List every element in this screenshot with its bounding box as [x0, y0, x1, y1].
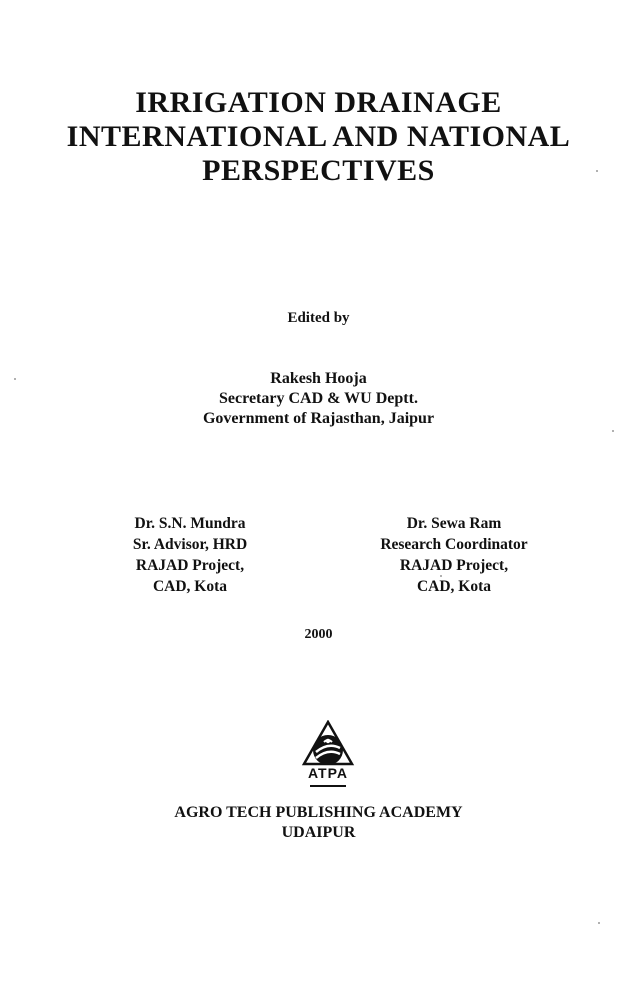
co-editor-location: CAD, Kota [152, 578, 228, 595]
publisher-name: AGRO TECH PUBLISHING ACADEMY [174, 804, 463, 821]
co-editor-project: RAJAD Project, [399, 557, 509, 574]
publisher-city: UDAIPUR [281, 824, 356, 841]
atpa-emblem-icon [296, 720, 360, 794]
scan-speck [596, 170, 598, 172]
co-editor-project: RAJAD Project, [135, 557, 245, 574]
chief-editor-affiliation: Government of Rajasthan, Jaipur [202, 410, 435, 427]
co-editor-role: Sr. Advisor, HRD [132, 536, 248, 553]
scan-speck [612, 430, 614, 432]
logo-text: ATPA [307, 765, 349, 781]
co-editor-name: Dr. S.N. Mundra [134, 515, 246, 532]
co-editor-name: Dr. Sewa Ram [406, 515, 502, 532]
co-editor-right [324, 513, 584, 597]
edited-by-label: Edited by [287, 310, 350, 326]
scan-speck [14, 378, 16, 380]
title-line-3: PERSPECTIVES [202, 154, 435, 187]
title-line-1: IRRIGATION DRAINAGE [135, 86, 502, 119]
co-editor-left [60, 513, 320, 597]
scan-speck [440, 575, 442, 577]
chief-editor-name: Rakesh Hooja [270, 370, 367, 387]
co-editor-location: CAD, Kota [416, 578, 492, 595]
title-line-2: INTERNATIONAL AND NATIONAL [66, 120, 571, 153]
publisher-logo [296, 720, 360, 794]
scan-speck [598, 922, 600, 924]
publication-year: 2000 [304, 627, 333, 642]
chief-editor-role: Secretary CAD & WU Deptt. [219, 390, 418, 407]
co-editor-role: Research Coordinator [380, 536, 528, 553]
